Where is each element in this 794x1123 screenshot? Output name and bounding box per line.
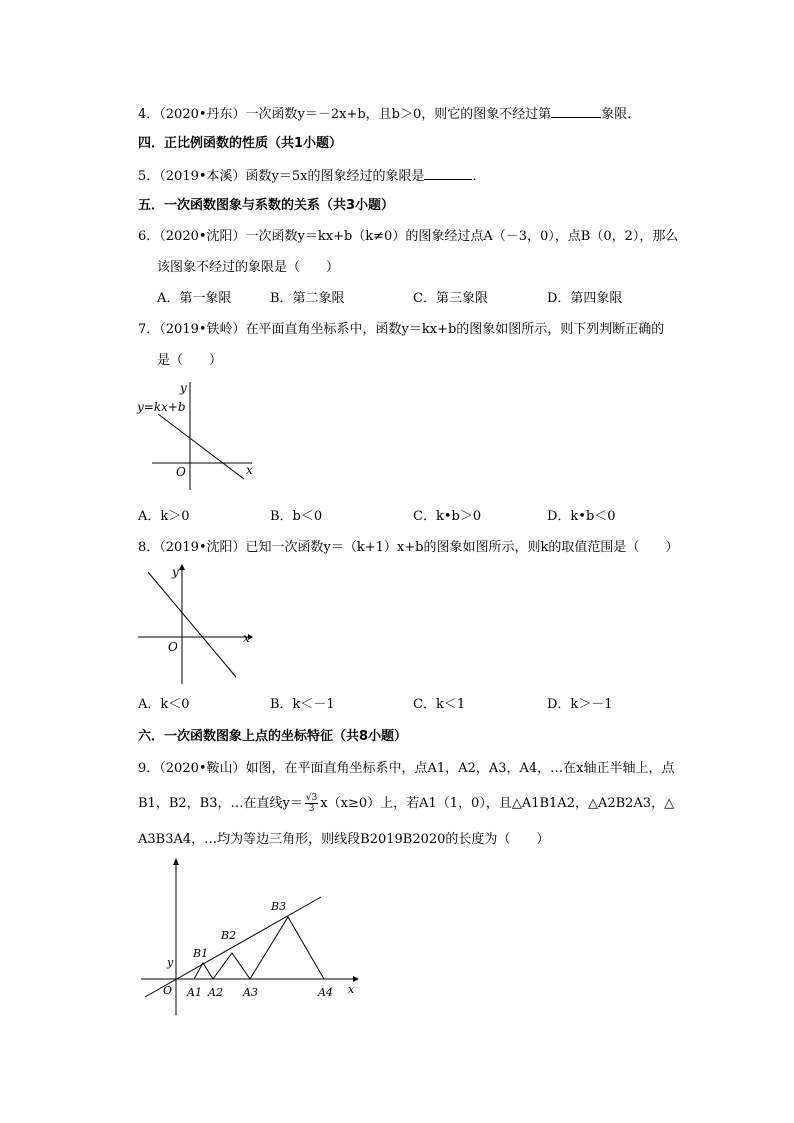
y-axis-label: y [167, 956, 174, 969]
option-c[interactable]: C．k＜1 [413, 697, 466, 712]
point-a4-label: A4 [318, 986, 333, 999]
section-heading-5: 五．一次函数图象与系数的关系（共3小题） [138, 198, 395, 213]
fraction-sqrt3-over-3 [305, 793, 318, 814]
option-d[interactable]: D．k＞－1 [547, 697, 613, 712]
question-5 [138, 166, 486, 186]
figure-q9 [135, 855, 375, 1020]
option-b[interactable]: B．k＜－1 [270, 697, 335, 712]
section-heading-4: 四．正比例函数的性质（共1小题） [138, 136, 343, 151]
point-a2-label: A2 [208, 986, 223, 999]
y-axis-label: y [180, 381, 187, 395]
figure-q8 [130, 562, 260, 690]
answer-blank[interactable] [551, 104, 601, 118]
answer-blank[interactable] [424, 166, 472, 180]
section-heading-6: 六．一次函数图象上点的坐标特征（共8小题） [138, 729, 408, 744]
fraction-numerator: √3 [305, 793, 318, 803]
option-c[interactable]: C．第三象限 [413, 291, 488, 306]
figure-q7 [130, 378, 270, 498]
function-line [148, 572, 236, 677]
y-axis-arrow [179, 564, 185, 570]
point-b1-label: B1 [193, 947, 209, 960]
point-a1-label: A1 [187, 986, 202, 999]
triangle-a3-b3-a4 [250, 917, 324, 979]
option-d[interactable]: D．k•b＜0 [547, 509, 616, 524]
fraction-denominator: 3 [308, 804, 315, 814]
function-line [158, 414, 244, 479]
point-b3-label: B3 [271, 900, 287, 913]
question-6-line-1: 6．（2020•沈阳）一次函数y＝kx+b（k≠0）的图象经过点A（－3，0），点B（0，2），那么 [138, 229, 679, 244]
triangle-a2-b2-a3 [213, 953, 250, 979]
option-d[interactable]: D．第四象限 [547, 291, 623, 306]
origin-label: O [176, 465, 186, 479]
option-c[interactable]: C．k•b＞0 [413, 509, 482, 524]
function-label: y=kx+b [137, 400, 186, 414]
option-a[interactable]: A．第一象限 [157, 291, 232, 306]
question-4 [138, 104, 640, 124]
option-b[interactable]: B．第二象限 [270, 291, 345, 306]
origin-label: O [168, 640, 178, 654]
x-axis-label: x [348, 983, 355, 996]
option-b[interactable]: B．b＜0 [270, 509, 323, 524]
question-7-line-2: 是（ ） [157, 353, 223, 368]
line-y-sqrt3-3-x [145, 897, 321, 997]
question-9-line-2 [138, 793, 674, 814]
x-axis-label: x [246, 463, 253, 477]
question-8-line-1: 8．（2019•沈阳）已知一次函数y＝（k+1）x+b的图象如图所示，则k的取值范围是（ ） [138, 540, 679, 555]
question-4-text: 4．（2020•丹东）一次函数y＝－2x+b，且b＞0，则它的图象不经过第 [138, 107, 552, 122]
question-7-line-1: 7．（2019•铁岭）在平面直角坐标系中，函数y＝kx+b的图象如图所示，则下列判断正确的 [138, 322, 665, 337]
y-axis-arrow [173, 858, 179, 865]
question-4-tail: 象限． [601, 107, 641, 122]
question-6-line-2: 该图象不经过的象限是（ ） [157, 260, 340, 275]
option-a[interactable]: A．k＜0 [138, 697, 190, 712]
origin-label: O [163, 984, 173, 997]
option-a[interactable]: A．k＞0 [138, 509, 190, 524]
question-5-text: 5．（2019•本溪）函数y＝5x的图象经过的象限是 [138, 169, 425, 184]
question-9-line-1: 9．（2020•鞍山）如图，在平面直角坐标系中，点A1，A2，A3，A4，…在x轴正半轴上，点 [138, 761, 675, 776]
y-axis-label: y [172, 565, 179, 579]
question-5-tail: ． [472, 169, 486, 184]
x-axis-label: x [243, 631, 250, 645]
x-axis-arrow [353, 976, 359, 982]
question-9-line-3: A3B3A4，…均为等边三角形，则线段B2019B2020的长度为（ ） [138, 832, 550, 847]
point-a3-label: A3 [243, 986, 258, 999]
point-b2-label: B2 [221, 929, 237, 942]
question-9-line-2-start: B1，B2，B3，…在直线y＝ [138, 796, 303, 811]
triangle-a1-b1-a2 [194, 963, 213, 979]
question-9-line-2-end: x（x≥0）上，若A1（1，0），且△A1B1A2，△A2B2A3，△ [320, 796, 675, 811]
